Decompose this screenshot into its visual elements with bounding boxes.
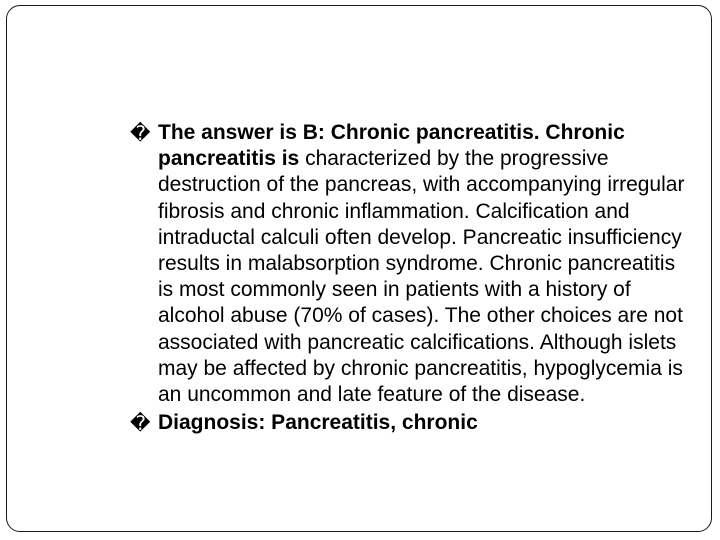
diagnosis-paragraph: [130, 410, 690, 436]
diagnosis-text: Diagnosis: Pancreatitis, chronic: [158, 411, 478, 435]
bullet-marker: �: [130, 411, 151, 436]
answer-body: characterized by the progressive destruction of the pancreas, with accompanying irregular fibrosis and chronic inflammation. Calcification and intraductal calculi often develop. Pancreatic insufficiency results in malabsorption syndrome. Chronic pancreatitis is most commonly seen in patients with a history of alcohol abuse (70% of cases). The other choices are not associated with pancreatic calcifications. Although islets may be affected by chronic pancreatitis, hypoglycemia is an uncommon and late feature of the disease.: [158, 147, 685, 407]
bullet-marker: �: [130, 121, 151, 145]
answer-lead: The answer is B: Chronic pancreatitis. Chronic pancreatitis is: [158, 121, 625, 171]
answer-paragraph: [130, 120, 690, 408]
slide-content: [130, 120, 690, 438]
